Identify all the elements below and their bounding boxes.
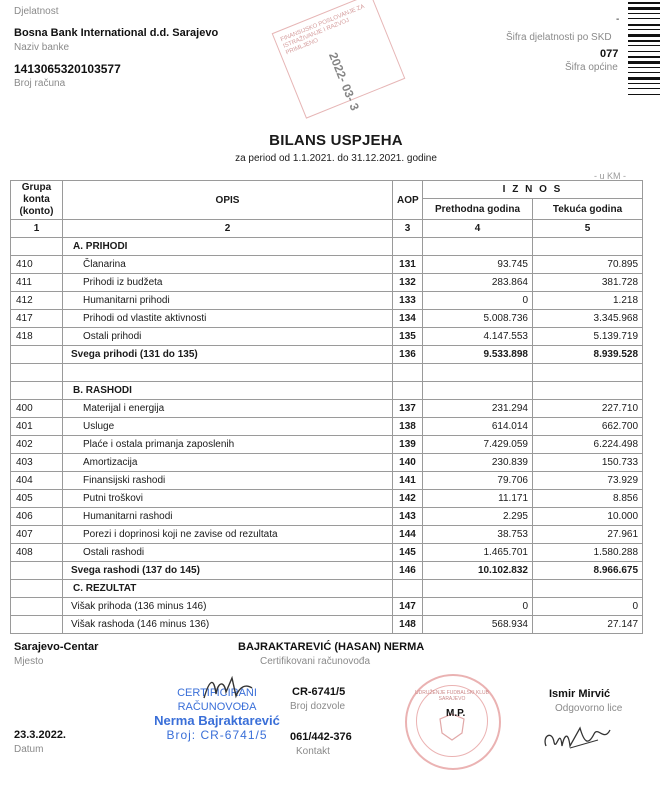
current-year-amount: 1.218 [533, 292, 643, 310]
previous-year-amount: 38.753 [423, 526, 533, 544]
empty-cell [423, 382, 533, 400]
line-description: Ostali rashodi [63, 544, 393, 562]
previous-year-amount: 11.171 [423, 490, 533, 508]
barcode-bar [628, 34, 660, 37]
result-row [11, 598, 643, 616]
aop-code: 135 [393, 328, 423, 346]
accountant-signature [200, 674, 255, 704]
barcode-bar [628, 18, 660, 19]
previous-year-amount: 5.008.736 [423, 310, 533, 328]
expense-total-label: Svega rashodi (137 do 145) [63, 562, 393, 580]
previous-year-amount: 614.014 [423, 418, 533, 436]
line-description: Prihodi iz budžeta [63, 274, 393, 292]
received-stamp-code: 2022- 03- 3 [325, 50, 362, 113]
col-number-2: 2 [63, 220, 393, 238]
current-year-amount: 10.000 [533, 508, 643, 526]
line-description: Plaće i ostala primanja zaposlenih [63, 436, 393, 454]
expense-total-prev: 10.102.832 [423, 562, 533, 580]
col-number-5: 5 [533, 220, 643, 238]
empty-cell [11, 382, 63, 400]
line-description: Amortizacija [63, 454, 393, 472]
empty-cell [533, 364, 643, 382]
line-description: Usluge [63, 418, 393, 436]
barcode-bar [628, 45, 660, 46]
accountant-stamp-name: Nerma Bajraktarević [154, 713, 280, 728]
empty-cell [393, 580, 423, 598]
activity-code-dash: - [616, 14, 620, 25]
line-description: Višak rashoda (146 minus 136) [63, 616, 393, 634]
current-year-amount: 381.728 [533, 274, 643, 292]
account-code [11, 616, 63, 634]
empty-cell [11, 562, 63, 580]
barcode-bar [628, 56, 660, 58]
expense-row [11, 454, 643, 472]
barcode-bar [628, 72, 660, 73]
report-title: BILANS USPJEHA [269, 132, 403, 149]
barcode-bar [628, 24, 660, 26]
line-description: Finansijski rashodi [63, 472, 393, 490]
cert-number-label: Broj dozvole [290, 701, 346, 712]
expense-row [11, 544, 643, 562]
account-code: 407 [11, 526, 63, 544]
previous-year-amount: 2.295 [423, 508, 533, 526]
account-code: 411 [11, 274, 63, 292]
col-header-prev: Prethodna godina [423, 199, 533, 220]
organization-seal-text: UDRUŽENJE FUDBALSKI KLUB SARAJEVO [415, 690, 489, 702]
aop-code: 132 [393, 274, 423, 292]
aop-code: 144 [393, 526, 423, 544]
income-total-row [11, 346, 643, 364]
col-header-desc: OPIS [63, 181, 393, 220]
previous-year-amount: 283.864 [423, 274, 533, 292]
line-description: Članarina [63, 256, 393, 274]
received-stamp [272, 0, 406, 119]
account-code [11, 598, 63, 616]
line-description: Materijal i energija [63, 400, 393, 418]
col-header-curr: Tekuća godina [533, 199, 643, 220]
barcode-bar [628, 61, 660, 64]
account-code: 412 [11, 292, 63, 310]
municipality-code-label: Šifra općine [565, 62, 618, 73]
account-code: 406 [11, 508, 63, 526]
accountant-stamp-title: CERTIFICIRANI RAČUNOVOĐA [177, 687, 257, 713]
aop-code: 131 [393, 256, 423, 274]
bank-name-label: Naziv banke [14, 42, 70, 53]
current-year-amount: 27.961 [533, 526, 643, 544]
income-row [11, 328, 643, 346]
line-description: Porezi i doprinosi koji ne zavise od rezultata [63, 526, 393, 544]
aop-code: 147 [393, 598, 423, 616]
line-description: Ostali prihodi [63, 328, 393, 346]
empty-cell [11, 364, 63, 382]
income-statement-table [10, 180, 643, 634]
date-label: Datum [14, 744, 44, 755]
empty-cell [533, 580, 643, 598]
empty-cell [423, 364, 533, 382]
phone-value: 061/442-376 [290, 731, 352, 743]
previous-year-amount: 231.294 [423, 400, 533, 418]
empty-cell [533, 382, 643, 400]
aop-code: 146 [393, 562, 423, 580]
empty-cell [393, 364, 423, 382]
previous-year-amount: 79.706 [423, 472, 533, 490]
place-label: Mjesto [14, 656, 44, 667]
previous-year-amount: 0 [423, 598, 533, 616]
accountant-label: Certifikovani računovođa [260, 656, 371, 667]
col-header-group: Grupa konta (konto) [11, 181, 63, 220]
aop-code: 148 [393, 616, 423, 634]
income-total-label: Svega prihodi (131 do 135) [63, 346, 393, 364]
current-year-amount: 227.710 [533, 400, 643, 418]
current-year-amount: 73.929 [533, 472, 643, 490]
previous-year-amount: 0 [423, 292, 533, 310]
responsible-name: Ismir Mirvić [549, 688, 611, 700]
income-row [11, 256, 643, 274]
empty-cell [63, 364, 393, 382]
income-row [11, 274, 643, 292]
col-number-1: 1 [11, 220, 63, 238]
previous-year-amount: 568.934 [423, 616, 533, 634]
barcode-bar [628, 13, 660, 14]
section-b-heading: B. RASHODI [63, 382, 393, 400]
col-number-3: 3 [393, 220, 423, 238]
barcode-bar [628, 51, 660, 52]
barcode-bar [628, 7, 660, 10]
empty-cell [393, 382, 423, 400]
empty-cell [11, 346, 63, 364]
line-description: Humanitarni rashodi [63, 508, 393, 526]
line-description: Prihodi od vlastite aktivnosti [63, 310, 393, 328]
bank-name: Bosna Bank International d.d. Sarajevo [14, 27, 219, 39]
empty-cell [11, 580, 63, 598]
report-period: za period od 1.1.2021. do 31.12.2021. godine [235, 153, 437, 164]
aop-code: 139 [393, 436, 423, 454]
cert-number: CR-6741/5 [292, 686, 346, 698]
mp-mark: M.P. [446, 708, 466, 719]
account-number: 1413065320103577 [14, 62, 121, 76]
col-header-aop: AOP [393, 181, 423, 220]
activity-code-label: Šifra djelatnosti po SKD [506, 32, 612, 43]
account-number-label: Broj računa [14, 78, 66, 89]
account-code: 401 [11, 418, 63, 436]
spacer-row [11, 364, 643, 382]
received-stamp-text: FINANSIJSKO POSLOVANJE ZA ISTRAŽIVANJE I RAZVOJ PRIMLJENO [279, 4, 366, 57]
expense-row [11, 490, 643, 508]
current-year-amount: 662.700 [533, 418, 643, 436]
income-total-curr: 8.939.528 [533, 346, 643, 364]
current-year-amount: 27.147 [533, 616, 643, 634]
phone-label: Kontakt [296, 746, 330, 757]
expense-row [11, 472, 643, 490]
expense-row [11, 418, 643, 436]
income-row [11, 292, 643, 310]
previous-year-amount: 93.745 [423, 256, 533, 274]
aop-code: 141 [393, 472, 423, 490]
current-year-amount: 5.139.719 [533, 328, 643, 346]
aop-code: 136 [393, 346, 423, 364]
aop-code: 143 [393, 508, 423, 526]
aop-code: 145 [393, 544, 423, 562]
account-code: 404 [11, 472, 63, 490]
activity-top-label: Djelatnost [14, 6, 59, 17]
section-c-heading: C. REZULTAT [63, 580, 393, 598]
section-b-row [11, 382, 643, 400]
responsible-label: Odgovorno lice [555, 703, 623, 714]
aop-code: 134 [393, 310, 423, 328]
previous-year-amount: 230.839 [423, 454, 533, 472]
expense-total-curr: 8.966.675 [533, 562, 643, 580]
barcode-bar [628, 77, 660, 80]
line-description: Putni troškovi [63, 490, 393, 508]
col-header-iznos: I Z N O S [423, 181, 643, 199]
barcode-bar [628, 83, 660, 84]
current-year-amount: 3.345.968 [533, 310, 643, 328]
expense-row [11, 436, 643, 454]
account-code: 402 [11, 436, 63, 454]
section-c-row [11, 580, 643, 598]
account-code: 400 [11, 400, 63, 418]
aop-code: 142 [393, 490, 423, 508]
barcode-bar [628, 88, 660, 89]
current-year-amount: 1.580.288 [533, 544, 643, 562]
expense-row [11, 508, 643, 526]
previous-year-amount: 1.465.701 [423, 544, 533, 562]
current-year-amount: 70.895 [533, 256, 643, 274]
income-total-prev: 9.533.898 [423, 346, 533, 364]
barcode-bar [628, 2, 660, 4]
barcode-graphic [624, 0, 664, 115]
account-code: 408 [11, 544, 63, 562]
expense-total-row [11, 562, 643, 580]
currency-note: - u KM - [594, 171, 627, 181]
previous-year-amount: 4.147.553 [423, 328, 533, 346]
barcode-bar [628, 29, 660, 30]
aop-code: 133 [393, 292, 423, 310]
accountant-name: BAJRAKTAREVIĆ (HASAN) NERMA [238, 641, 425, 653]
aop-code: 137 [393, 400, 423, 418]
account-code: 410 [11, 256, 63, 274]
current-year-amount: 6.224.498 [533, 436, 643, 454]
date-value: 23.3.2022. [14, 729, 66, 741]
place-value: Sarajevo-Centar [14, 641, 99, 653]
income-row [11, 310, 643, 328]
barcode-bar [628, 40, 660, 42]
municipality-code: 077 [600, 48, 619, 60]
aop-code: 138 [393, 418, 423, 436]
line-description: Humanitarni prihodi [63, 292, 393, 310]
line-description: Višak prihoda (136 minus 146) [63, 598, 393, 616]
account-code: 405 [11, 490, 63, 508]
current-year-amount: 0 [533, 598, 643, 616]
account-code: 403 [11, 454, 63, 472]
current-year-amount: 150.733 [533, 454, 643, 472]
account-code: 418 [11, 328, 63, 346]
barcode-bar [628, 94, 660, 95]
organization-seal [405, 674, 501, 770]
expense-row [11, 400, 643, 418]
expense-row [11, 526, 643, 544]
section-a-heading: A. PRIHODI [63, 238, 393, 256]
barcode-bar [628, 67, 660, 68]
current-year-amount: 8.856 [533, 490, 643, 508]
accountant-stamp-number: Broj: CR-6741/5 [166, 728, 268, 742]
account-code: 417 [11, 310, 63, 328]
empty-cell [423, 580, 533, 598]
responsible-signature [540, 716, 620, 764]
previous-year-amount: 7.429.059 [423, 436, 533, 454]
aop-code: 140 [393, 454, 423, 472]
col-number-4: 4 [423, 220, 533, 238]
result-row [11, 616, 643, 634]
